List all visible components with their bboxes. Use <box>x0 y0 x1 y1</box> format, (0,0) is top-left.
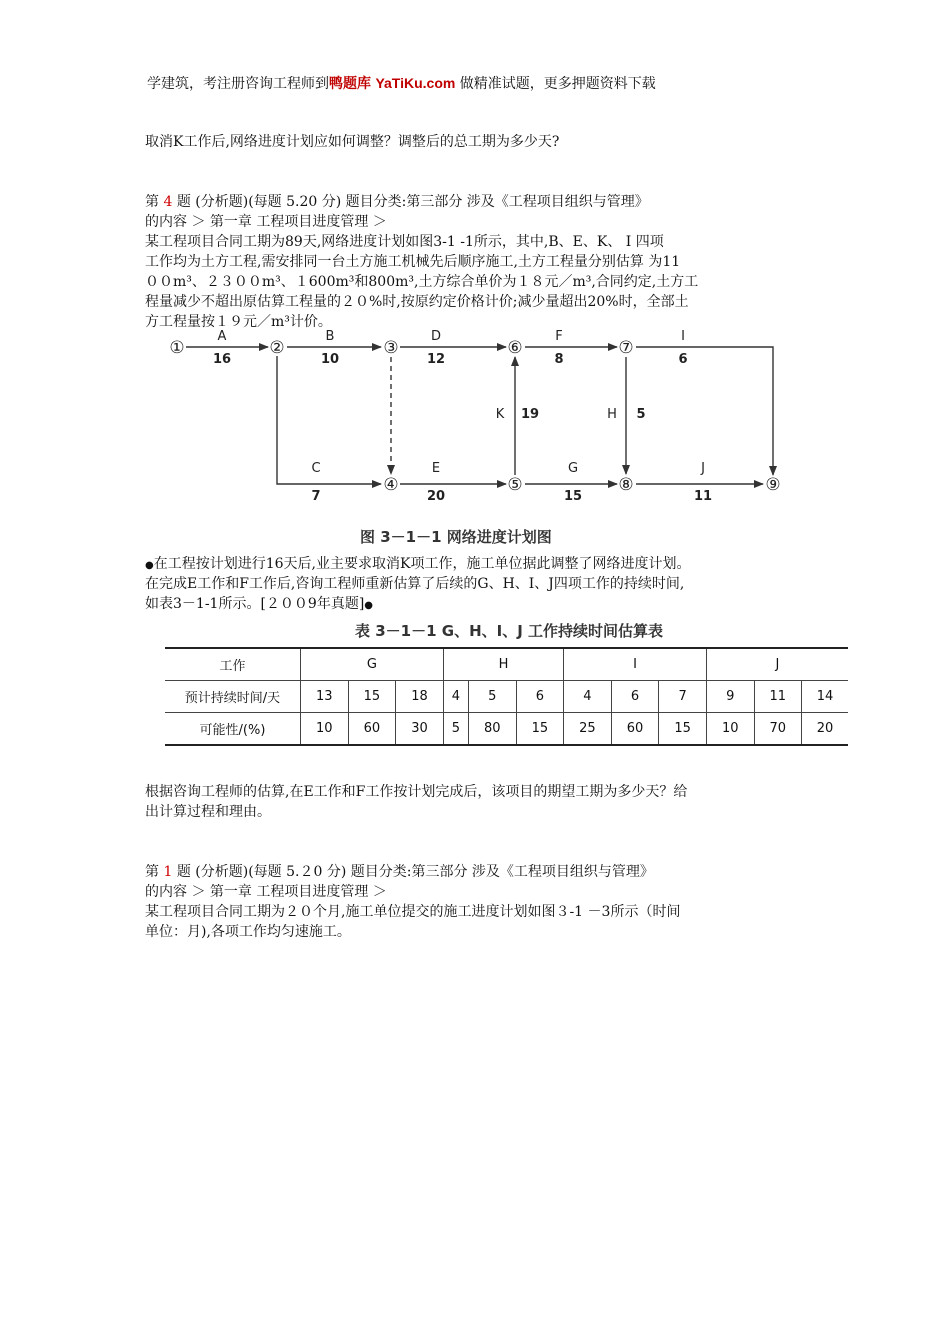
after-para-1: ●在工程按计划进行16天后,业主要求取消K项工作，施工单位据此调整了网络进度计划。 <box>145 556 691 572</box>
duration-cell: 5 <box>468 681 516 713</box>
duration-cell: 11 <box>754 681 802 713</box>
q4-question-2: 出计算过程和理由。 <box>145 804 271 820</box>
q4-question-1: 根据咨询工程师的估算,在E工作和F工作按计划完成后，该项目的期望工期为多少天？给 <box>145 784 688 800</box>
prob-cell: 15 <box>659 713 707 746</box>
row-duration-label: 预计持续时间/天 <box>184 691 281 706</box>
node-3: ③ <box>383 338 399 358</box>
prob-cell: 5 <box>443 713 468 746</box>
network-caption: 图 3－1－1 网络进度计划图 <box>360 528 552 546</box>
row-prob-label: 可能性/(%) <box>165 713 301 746</box>
duration-cell: 9 <box>706 681 754 713</box>
header-prefix: 学建筑，考注册咨询工程师到 <box>147 76 329 92</box>
q4-body-5: 方工程量按１９元／m³计价。 <box>145 314 332 330</box>
dur-b: 10 <box>320 352 340 367</box>
node-1: ① <box>169 338 185 358</box>
dur-i: 6 <box>678 352 688 367</box>
dur-h: 5 <box>636 407 646 422</box>
node-6: ⑥ <box>507 338 523 358</box>
duration-cell: 13 <box>301 681 349 713</box>
table-header-label: 工作 <box>165 648 301 681</box>
table-row <box>165 713 848 746</box>
q4-body-1: 某工程项目合同工期为89天,网络进度计划如图3-1 -1所示，其中,B、E、K、 I 四项 <box>145 234 664 250</box>
duration-cell: 6 <box>611 681 659 713</box>
prob-cell: 60 <box>611 713 659 746</box>
header-brand-domain[interactable]: .com <box>422 75 456 91</box>
duration-cell: 4 <box>564 681 612 713</box>
dur-a: 16 <box>212 352 232 367</box>
prob-cell: 15 <box>516 713 564 746</box>
q4-number: 4 <box>163 194 173 210</box>
prob-cell: 70 <box>754 713 802 746</box>
duration-cell: 4 <box>443 681 468 713</box>
group-g: G <box>301 648 444 681</box>
group-i: I <box>564 648 707 681</box>
label-j: J <box>701 461 705 476</box>
bullet-icon: ● <box>364 600 374 611</box>
label-e: E <box>431 461 441 476</box>
label-k: K <box>495 407 505 422</box>
node-2: ② <box>269 338 285 358</box>
node-5: ⑤ <box>507 475 523 495</box>
label-a: A <box>217 329 227 344</box>
duration-cell: 18 <box>396 681 444 713</box>
label-g: G <box>567 461 579 476</box>
node-9: ⑨ <box>765 475 781 495</box>
duration-estimate-table <box>165 647 848 746</box>
duration-cell: 14 <box>802 681 848 713</box>
label-c: C <box>311 461 321 476</box>
label-i: I <box>681 329 685 344</box>
table-caption: 表 3－1－1 G、H、I、J 工作持续时间估算表 <box>355 622 664 640</box>
after-para-3: 如表3－1-1所示。[２００9年真题]● <box>145 596 374 612</box>
header-brand-en[interactable]: YaTiKu <box>375 75 423 91</box>
prob-cell: 10 <box>706 713 754 746</box>
duration-cell: 15 <box>348 681 396 713</box>
prob-cell: 60 <box>348 713 396 746</box>
q4-heading: 第 4 题 (分析题)(每题 5.20 分) 题目分类:第三部分 涉及《工程项目组织与管理》 <box>145 194 649 210</box>
q1-body-2: 单位：月),各项工作均匀速施工。 <box>145 924 351 940</box>
dur-d: 12 <box>426 352 446 367</box>
node-7: ⑦ <box>618 338 634 358</box>
dur-g: 15 <box>563 489 583 504</box>
group-j: J <box>706 648 848 681</box>
prob-cell: 10 <box>301 713 349 746</box>
header-brand-cn[interactable]: 鸭题库 <box>329 75 371 91</box>
table-row <box>165 648 848 681</box>
q1-number: 1 <box>163 864 173 880</box>
header-suffix: 做精准试题，更多押题资料下载 <box>459 76 656 92</box>
q1-heading: 第 1 题 (分析题)(每题 5.２0 分) 题目分类:第三部分 涉及《工程项目组织与管理》 <box>145 864 654 880</box>
prob-cell: 25 <box>564 713 612 746</box>
dur-e: 20 <box>426 489 446 504</box>
q4-body-2: 工作均为土方工程,需安排同一台土方施工机械先后顺序施工,土方工程量分别估算 为11 <box>145 254 681 270</box>
arrow-i <box>636 347 773 475</box>
q4-category: 的内容 ＞ 第一章 工程项目进度管理 ＞ <box>145 214 387 230</box>
after-para-2: 在完成E工作和F工作后,咨询工程师重新估算了后续的G、H、I、J四项工作的持续时间, <box>145 576 685 592</box>
q1-category: 的内容 ＞ 第一章 工程项目进度管理 ＞ <box>145 884 387 900</box>
prob-cell: 30 <box>396 713 444 746</box>
duration-cell: 7 <box>659 681 707 713</box>
network-diagram <box>0 0 950 560</box>
label-b: B <box>325 329 335 344</box>
dur-j: 11 <box>693 489 713 504</box>
duration-cell: 6 <box>516 681 564 713</box>
group-h: H <box>443 648 563 681</box>
bullet-icon: ● <box>145 560 154 571</box>
prob-cell: 20 <box>802 713 848 746</box>
dur-c: 7 <box>311 489 321 504</box>
label-h: H <box>607 407 617 422</box>
q4-body-4: 程量减少不超出原估算工程量的２０%时,按原约定价格计价;减少量超出20%时，全部土 <box>145 294 689 310</box>
prob-cell: 80 <box>468 713 516 746</box>
dur-k: 19 <box>520 407 540 422</box>
intro-question: 取消K工作后,网络进度计划应如何调整？调整后的总工期为多少天? <box>145 134 560 150</box>
arrow-c <box>277 356 381 484</box>
label-d: D <box>430 329 442 344</box>
node-8: ⑧ <box>618 475 634 495</box>
q4-body-3: ００m³、２３００m³、１600m³和800m³,土方综合单价为１８元／m³,合同约定,土方工 <box>145 274 699 290</box>
dur-f: 8 <box>554 352 564 367</box>
q1-body-1: 某工程项目合同工期为２０个月,施工单位提交的施工进度计划如图３-1 －3所示（时间 <box>145 904 681 920</box>
label-f: F <box>555 329 563 344</box>
node-4: ④ <box>383 475 399 495</box>
table-row <box>165 681 848 713</box>
